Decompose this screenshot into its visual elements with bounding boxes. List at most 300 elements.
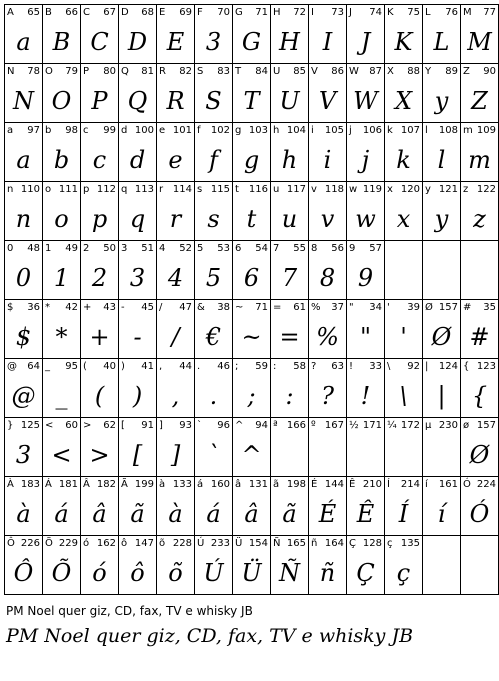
- glyph-cell: [270, 181, 308, 240]
- char-label: ': [387, 302, 390, 313]
- char-label: l: [425, 125, 428, 136]
- glyph-sample: G: [241, 28, 262, 56]
- char-code: 133: [172, 479, 192, 490]
- char-label: [: [121, 420, 125, 431]
- char-code: 104: [286, 125, 306, 136]
- char-label: &: [197, 302, 205, 313]
- glyph-cell: [422, 358, 460, 417]
- char-code: 92: [407, 361, 420, 372]
- char-code: 181: [58, 479, 78, 490]
- glyph-cell: [194, 417, 232, 476]
- char-code: 67: [103, 7, 116, 18]
- glyph-sample: .: [209, 382, 218, 410]
- glyph-cell: [346, 358, 384, 417]
- char-code: 85: [293, 66, 306, 77]
- sample-text-script: PM Noel quer giz, CD, fax, TV e whisky JB: [6, 625, 414, 647]
- char-code: 71: [255, 302, 268, 313]
- glyph-sample: t: [246, 205, 257, 233]
- char-label: \: [387, 361, 391, 372]
- glyph-cell: [4, 4, 42, 63]
- glyph-cell: [308, 535, 346, 595]
- char-code: 182: [96, 479, 116, 490]
- glyph-sample: 2: [91, 264, 108, 292]
- char-label: x: [387, 184, 393, 195]
- glyph-cell: [384, 299, 422, 358]
- glyph-sample: z: [473, 205, 486, 233]
- glyph-cell: [384, 417, 422, 476]
- glyph-sample: $: [15, 323, 32, 351]
- char-code: 101: [172, 125, 192, 136]
- glyph-sample: ?: [321, 382, 334, 410]
- glyph-sample: m: [468, 146, 491, 174]
- glyph-cell: [346, 240, 384, 299]
- glyph-sample: 7: [281, 264, 298, 292]
- char-code: 91: [141, 420, 154, 431]
- char-label: `: [197, 420, 202, 431]
- glyph-cell: [384, 122, 422, 181]
- char-code: 65: [27, 7, 40, 18]
- char-code: 53: [217, 243, 230, 254]
- glyph-cell: [232, 181, 270, 240]
- glyph-sample: <: [51, 441, 72, 469]
- glyph-sample: c: [92, 146, 107, 174]
- glyph-cell: [4, 535, 42, 595]
- char-label: Õ: [45, 538, 53, 549]
- char-label: f: [197, 125, 201, 136]
- glyph-sample: d: [129, 146, 146, 174]
- glyph-sample: N: [13, 87, 34, 115]
- glyph-cell: [156, 63, 194, 122]
- glyph-cell: [232, 299, 270, 358]
- glyph-sample: !: [360, 382, 371, 410]
- char-label: ?: [311, 361, 317, 372]
- glyph-cell: [346, 299, 384, 358]
- char-code: 63: [331, 361, 344, 372]
- glyph-sample: Ü: [241, 559, 262, 587]
- char-code: 78: [27, 66, 40, 77]
- glyph-cell: [4, 240, 42, 299]
- glyph-cell: [194, 535, 232, 595]
- char-code: 114: [172, 184, 192, 195]
- char-label: í: [425, 479, 428, 490]
- char-code: 100: [134, 125, 154, 136]
- char-code: 229: [58, 538, 78, 549]
- glyph-sample: h: [281, 146, 298, 174]
- glyph-sample: ,: [171, 382, 180, 410]
- char-code: 33: [369, 361, 382, 372]
- glyph-cell: [422, 4, 460, 63]
- glyph-cell: [460, 358, 499, 417]
- char-label: L: [425, 7, 431, 18]
- char-label: j: [349, 125, 352, 136]
- char-label: ": [349, 302, 354, 313]
- char-code: 74: [369, 7, 382, 18]
- glyph-sample: Ç: [356, 559, 375, 587]
- glyph-cell: [80, 4, 118, 63]
- char-label: n: [7, 184, 14, 195]
- char-code: 122: [476, 184, 496, 195]
- glyph-cell: [346, 417, 384, 476]
- char-code: 157: [438, 302, 458, 313]
- char-code: 166: [286, 420, 306, 431]
- char-label: ¼: [387, 420, 397, 431]
- char-label: R: [159, 66, 166, 77]
- glyph-cell: [422, 535, 460, 595]
- char-label: õ: [159, 538, 166, 549]
- glyph-cell: [384, 63, 422, 122]
- glyph-cell: [384, 4, 422, 63]
- glyph-sample: u: [281, 205, 298, 233]
- glyph-sample: K: [394, 28, 413, 56]
- glyph-cell: [156, 122, 194, 181]
- glyph-sample: Ñ: [279, 559, 300, 587]
- char-label: ~: [235, 302, 244, 313]
- glyph-cell: [156, 358, 194, 417]
- glyph-sample: à: [16, 500, 31, 528]
- glyph-cell: [42, 181, 80, 240]
- glyph-sample: n: [15, 205, 32, 233]
- char-code: 88: [407, 66, 420, 77]
- glyph-cell: [156, 181, 194, 240]
- char-code: 73: [331, 7, 344, 18]
- glyph-sample: â: [244, 500, 259, 528]
- glyph-cell: [194, 4, 232, 63]
- char-code: 116: [248, 184, 268, 195]
- char-label: Q: [121, 66, 129, 77]
- char-label: #: [463, 302, 472, 313]
- glyph-sample: _: [55, 382, 68, 410]
- char-label: -: [121, 302, 125, 313]
- glyph-sample: ó: [92, 559, 107, 587]
- char-label: +: [83, 302, 92, 313]
- glyph-cell: [42, 299, 80, 358]
- glyph-sample: g: [243, 146, 260, 174]
- char-code: 50: [103, 243, 116, 254]
- char-label: 2: [83, 243, 90, 254]
- glyph-sample: 4: [167, 264, 184, 292]
- char-label: @: [7, 361, 17, 372]
- glyph-cell: [270, 358, 308, 417]
- glyph-cell: [156, 476, 194, 535]
- char-code: 69: [179, 7, 192, 18]
- char-code: 96: [217, 420, 230, 431]
- char-code: 34: [369, 302, 382, 313]
- glyph-sample: á: [206, 500, 221, 528]
- glyph-cell: [384, 358, 422, 417]
- char-code: 128: [362, 538, 382, 549]
- char-code: 62: [103, 420, 116, 431]
- char-label: K: [387, 7, 394, 18]
- glyph-sample: D: [127, 28, 148, 56]
- char-label: P: [83, 66, 90, 77]
- glyph-sample: U: [279, 87, 300, 115]
- glyph-sample: >: [89, 441, 110, 469]
- char-code: 110: [20, 184, 40, 195]
- glyph-cell: [194, 240, 232, 299]
- glyph-sample: Õ: [51, 559, 72, 587]
- glyph-sample: /: [171, 323, 180, 351]
- char-code: 109: [476, 125, 496, 136]
- glyph-cell: [194, 63, 232, 122]
- glyph-sample: [: [132, 441, 143, 469]
- char-label: E: [159, 7, 166, 18]
- glyph-cell: [80, 299, 118, 358]
- glyph-cell: [308, 4, 346, 63]
- glyph-sample: 3: [129, 264, 146, 292]
- char-code: 214: [400, 479, 420, 490]
- char-label: :: [273, 361, 277, 372]
- char-label: {: [463, 361, 470, 372]
- glyph-sample: É: [318, 500, 337, 528]
- glyph-sample: ^: [241, 441, 262, 469]
- char-label: h: [273, 125, 280, 136]
- glyph-sample: 9: [357, 264, 374, 292]
- glyph-cell: [270, 63, 308, 122]
- glyph-sample: ;: [247, 382, 256, 410]
- char-label: À: [7, 479, 14, 490]
- char-label: k: [387, 125, 393, 136]
- glyph-sample: 6: [243, 264, 260, 292]
- glyph-sample: j: [361, 146, 370, 174]
- char-code: 123: [476, 361, 496, 372]
- char-code: 39: [407, 302, 420, 313]
- char-label: _: [45, 361, 50, 372]
- glyph-sample: L: [433, 28, 450, 56]
- glyph-cell: [232, 122, 270, 181]
- char-label: z: [463, 184, 469, 195]
- glyph-cell: [4, 476, 42, 535]
- glyph-sample: x: [396, 205, 411, 233]
- char-label: Ü: [235, 538, 243, 549]
- char-label: o: [45, 184, 52, 195]
- char-label: (: [83, 361, 87, 372]
- glyph-cell: [118, 358, 156, 417]
- char-label: W: [349, 66, 359, 77]
- char-code: 43: [103, 302, 116, 313]
- glyph-sample: ]: [170, 441, 181, 469]
- glyph-cell: [42, 122, 80, 181]
- glyph-cell: [42, 476, 80, 535]
- char-code: 57: [369, 243, 382, 254]
- glyph-cell: [308, 240, 346, 299]
- glyph-sample: 5: [205, 264, 222, 292]
- char-code: 77: [483, 7, 496, 18]
- char-label: Ô: [7, 538, 15, 549]
- char-label: Á: [45, 479, 52, 490]
- glyph-cell: [384, 240, 422, 299]
- char-label: .: [197, 361, 201, 372]
- char-label: 6: [235, 243, 242, 254]
- glyph-cell: [118, 299, 156, 358]
- glyph-sample: w: [355, 205, 376, 233]
- char-label: á: [197, 479, 204, 490]
- glyph-cell: [194, 122, 232, 181]
- sample-text-plain: PM Noel quer giz, CD, fax, TV e whisky JB: [6, 604, 253, 618]
- char-code: 164: [324, 538, 344, 549]
- char-label: C: [83, 7, 90, 18]
- glyph-cell: [308, 122, 346, 181]
- glyph-sample: ": [359, 323, 372, 351]
- char-code: 119: [362, 184, 382, 195]
- char-label: <: [45, 420, 54, 431]
- glyph-sample: P: [91, 87, 108, 115]
- char-code: 68: [141, 7, 154, 18]
- char-code: 83: [217, 66, 230, 77]
- glyph-cell: [460, 299, 499, 358]
- glyph-sample: 1: [53, 264, 70, 292]
- char-code: 54: [255, 243, 268, 254]
- char-code: 154: [248, 538, 268, 549]
- char-code: 161: [438, 479, 458, 490]
- glyph-sample: ~: [241, 323, 262, 351]
- char-code: 102: [210, 125, 230, 136]
- char-code: 35: [483, 302, 496, 313]
- char-code: 160: [210, 479, 230, 490]
- char-label: m: [463, 125, 473, 136]
- glyph-sample: ô: [130, 559, 145, 587]
- glyph-cell: [308, 417, 346, 476]
- glyph-sample: (: [94, 382, 105, 410]
- glyph-sample: y: [434, 87, 449, 115]
- glyph-sample: 3: [15, 441, 32, 469]
- char-label: B: [45, 7, 52, 18]
- char-code: 95: [65, 361, 78, 372]
- glyph-cell: [232, 417, 270, 476]
- glyph-cell: [346, 122, 384, 181]
- char-label: v: [311, 184, 317, 195]
- glyph-sample: B: [52, 28, 71, 56]
- char-code: 89: [445, 66, 458, 77]
- glyph-cell: [422, 417, 460, 476]
- glyph-cell: [384, 476, 422, 535]
- char-label: 8: [311, 243, 318, 254]
- char-label: d: [121, 125, 128, 136]
- glyph-cell: [232, 63, 270, 122]
- char-code: 90: [483, 66, 496, 77]
- char-code: 113: [134, 184, 154, 195]
- char-label: 7: [273, 243, 280, 254]
- char-code: 60: [65, 420, 78, 431]
- glyph-sample: â: [92, 500, 107, 528]
- char-label: ª: [273, 420, 278, 431]
- glyph-cell: [156, 240, 194, 299]
- char-code: 49: [65, 243, 78, 254]
- glyph-cell: [4, 358, 42, 417]
- glyph-sample: €: [205, 323, 222, 351]
- char-label: É: [311, 479, 318, 490]
- glyph-cell: [308, 299, 346, 358]
- char-code: 230: [438, 420, 458, 431]
- glyph-sample: O: [51, 87, 72, 115]
- char-label: I: [311, 7, 314, 18]
- glyph-sample: p: [91, 205, 108, 233]
- char-label: Ç: [349, 538, 356, 549]
- char-label: |: [425, 361, 429, 372]
- glyph-sample: E: [166, 28, 185, 56]
- char-label: ø: [463, 420, 470, 431]
- char-code: 87: [369, 66, 382, 77]
- char-code: 165: [286, 538, 306, 549]
- glyph-cell: [460, 417, 499, 476]
- char-code: 81: [141, 66, 154, 77]
- glyph-sample: ': [400, 323, 407, 351]
- char-code: 144: [324, 479, 344, 490]
- char-label: a: [7, 125, 14, 136]
- glyph-cell: [80, 535, 118, 595]
- char-label: F: [197, 7, 203, 18]
- glyph-sample: õ: [168, 559, 183, 587]
- char-label: 9: [349, 243, 356, 254]
- glyph-cell: [346, 535, 384, 595]
- glyph-sample: Ú: [203, 559, 224, 587]
- glyph-sample: V: [318, 87, 337, 115]
- char-code: 172: [400, 420, 420, 431]
- char-code: 58: [293, 361, 306, 372]
- char-code: 125: [20, 420, 40, 431]
- glyph-sample: @: [11, 382, 36, 410]
- char-label: =: [273, 302, 282, 313]
- glyph-sample: ): [132, 382, 143, 410]
- glyph-sample: Z: [471, 87, 488, 115]
- glyph-cell: [42, 535, 80, 595]
- char-label: O: [45, 66, 53, 77]
- char-code: 198: [286, 479, 306, 490]
- glyph-cell: [384, 181, 422, 240]
- char-label: 1: [45, 243, 52, 254]
- glyph-sample: b: [53, 146, 70, 174]
- glyph-sample: =: [279, 323, 300, 351]
- glyph-sample: Q: [127, 87, 148, 115]
- char-code: 228: [172, 538, 192, 549]
- char-code: 94: [255, 420, 268, 431]
- glyph-cell: [4, 299, 42, 358]
- char-code: 61: [293, 302, 306, 313]
- glyph-cell: [460, 181, 499, 240]
- glyph-cell: [460, 240, 499, 299]
- glyph-cell: [194, 299, 232, 358]
- glyph-cell: [270, 122, 308, 181]
- char-code: 112: [96, 184, 116, 195]
- glyph-sample: X: [394, 87, 413, 115]
- char-code: 38: [217, 302, 230, 313]
- char-code: 72: [293, 7, 306, 18]
- char-label: ,: [159, 361, 163, 372]
- char-label: w: [349, 184, 358, 195]
- glyph-sample: k: [396, 146, 411, 174]
- char-code: 167: [324, 420, 344, 431]
- glyph-cell: [232, 358, 270, 417]
- glyph-sample: Í: [398, 500, 409, 528]
- glyph-cell: [156, 417, 194, 476]
- glyph-cell: [118, 476, 156, 535]
- char-code: 80: [103, 66, 116, 77]
- glyph-cell: [422, 476, 460, 535]
- glyph-sample: Ê: [356, 500, 375, 528]
- char-code: 70: [217, 7, 230, 18]
- char-label: %: [311, 302, 321, 313]
- glyph-cell: [308, 63, 346, 122]
- char-code: 233: [210, 538, 230, 549]
- glyph-cell: [460, 535, 499, 595]
- char-code: 52: [179, 243, 192, 254]
- glyph-cell: [80, 181, 118, 240]
- glyph-cell: [460, 476, 499, 535]
- char-code: 171: [362, 420, 382, 431]
- char-label: ]: [159, 420, 163, 431]
- char-label: 4: [159, 243, 166, 254]
- glyph-sample: ã: [282, 500, 297, 528]
- glyph-cell: [270, 4, 308, 63]
